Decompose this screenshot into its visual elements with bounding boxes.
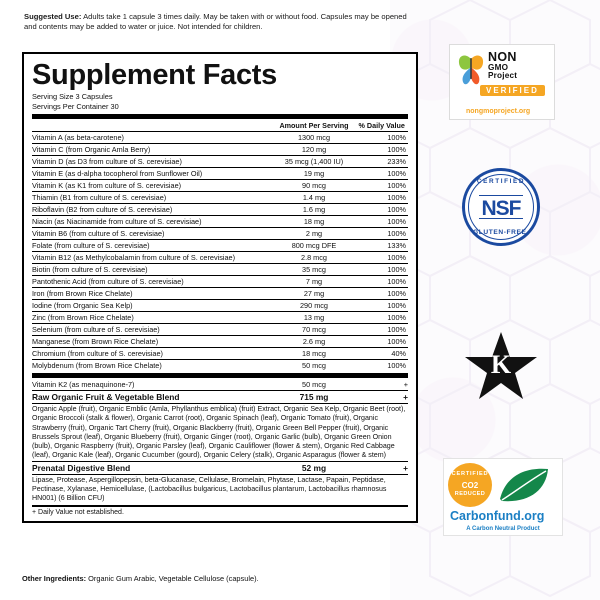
- blend-body: Lipase, Protease, Aspergillopepsin, beta-Glucanase, Cellulase, Bromelain, Phytase, Lactase, Papain, Peptidase, Pectinase, Xylanase, Hemicellulase, (Lactobacillus bulgaricus, Lactobacillus plantarum, Lactobacillus rhamnosus HN001) (6 Billion CFU): [32, 474, 408, 504]
- table-row: [32, 276, 408, 288]
- carbonfund-badge: [443, 458, 563, 536]
- row-amount: 800 mcg DFE: [273, 240, 356, 252]
- row-name: Selenium (from culture of S. cerevisiae): [32, 324, 273, 336]
- row-dv: 40%: [355, 348, 408, 360]
- carbonfund-seal-bottom: REDUCED: [454, 491, 486, 497]
- row-amount: 2.6 mg: [273, 336, 356, 348]
- table-row: [32, 204, 408, 216]
- nsf-divider-top: [479, 195, 523, 196]
- servings-per-container: Servings Per Container 30: [32, 102, 119, 112]
- daily-value-footnote: + Daily Value not established.: [32, 509, 124, 517]
- table-row: [32, 252, 408, 264]
- carbonfund-seal: [448, 463, 492, 507]
- row-amount: 1300 mcg: [273, 132, 356, 144]
- carbonfund-name-suffix: .org: [520, 509, 545, 523]
- nsf-bottom-text: GLUTEN-FREE.: [473, 229, 529, 236]
- row-name: Iron (from Brown Rice Chelate): [32, 288, 273, 300]
- row-name: Zinc (from Brown Rice Chelate): [32, 312, 273, 324]
- blend-body: Organic Apple (fruit), Organic Emblic (Amla, Phyllanthus emblica) (fruit) Extract, Organic Sea Kelp, Organic Beet (root), Organic Broccoli (stalk & flower), Organic Carrot (root), Organic Spinach (leaf), Organic Tomato (fruit), Organic Strawberry (fruit), Organic Tart Cherry (fruit), Organic Blackberry (fruit), Organic Green Bell Pepper (fruit), Organic Brussels Sprout (leaf), Organic Blueberry (fruit), Organic Ginger (root), Organic Garlic (bulb), Organic Green Onion (bulb), Organic Raspberry (fruit), Organic Parsley (leaf), Organic Cauliflower (flower & stem), Organic Red Cabbage (leaf), Organic Kale (leaf), Organic Cucumber (gourd), Organic Celery (stalk), Organic Asparagus (flower & stem): [32, 404, 408, 461]
- blend-title: Prenatal Digestive Blend: [32, 461, 273, 474]
- row-name: Pantothenic Acid (from culture of S. cerevisiae): [32, 276, 273, 288]
- non-gmo-project-badge: [449, 44, 555, 120]
- row-name: Thiamin (B1 from culture of S. cerevisiae): [32, 192, 273, 204]
- row-amount: 18 mg: [273, 216, 356, 228]
- blend-header-row: [32, 391, 408, 404]
- row-amount: 27 mg: [273, 288, 356, 300]
- row-dv: 100%: [355, 360, 408, 372]
- row-dv: 100%: [355, 228, 408, 240]
- blend-amount: 52 mg: [273, 461, 356, 474]
- other-ingredients-label: Other Ingredients:: [22, 574, 87, 583]
- table-row: [32, 180, 408, 192]
- suggested-use: [24, 12, 414, 33]
- nsf-gluten-free-badge: [462, 168, 540, 246]
- row-name: Vitamin D (as D3 from culture of S. cerevisiae): [32, 156, 273, 168]
- table-row: [32, 132, 408, 144]
- row-amount: 2 mg: [273, 228, 356, 240]
- row-name: Vitamin E (as d-alpha tocopherol from Sunflower Oil): [32, 168, 273, 180]
- row-dv: 100%: [355, 288, 408, 300]
- row-amount: 7 mg: [273, 276, 356, 288]
- table-row: [32, 216, 408, 228]
- row-dv: 100%: [355, 168, 408, 180]
- non-gmo-text: [488, 51, 517, 80]
- table-row: [32, 228, 408, 240]
- table-row: [32, 156, 408, 168]
- butterfly-icon: [456, 53, 486, 87]
- row-dv: 100%: [355, 276, 408, 288]
- blend-body-row: [32, 474, 408, 504]
- row-amount: 13 mg: [273, 312, 356, 324]
- table-row: [32, 360, 408, 372]
- row-name: Iodine (from Organic Sea Kelp): [32, 300, 273, 312]
- row-name: Biotin (from culture of S. cerevisiae): [32, 264, 273, 276]
- row-amount: 35 mcg: [273, 264, 356, 276]
- nutrition-table: [32, 120, 408, 371]
- header-blank: [32, 120, 273, 132]
- row-name: Vitamin K2 (as menaquinone-7): [32, 380, 135, 390]
- nutrition-table-secondary: [32, 379, 408, 504]
- row-name: Folate (from culture of S. cerevisiae): [32, 240, 273, 252]
- non-gmo-line2: GMO: [488, 62, 509, 72]
- row-dv: +: [403, 380, 408, 390]
- supplement-facts-panel: [22, 52, 418, 523]
- table-row: [32, 312, 408, 324]
- row-name: Manganese (from Brown Rice Chelate): [32, 336, 273, 348]
- blend-amount: 715 mg: [273, 391, 356, 404]
- row-dv: 233%: [355, 156, 408, 168]
- star-k-letter: K: [490, 350, 512, 379]
- row-name: Niacin (as Niacinamide from culture of S. cerevisiae): [32, 216, 273, 228]
- panel-divider-thick-2: [32, 373, 408, 378]
- leaf-icon: [496, 465, 552, 505]
- blend-dv: +: [355, 461, 408, 474]
- blend-body-row: [32, 404, 408, 461]
- carbonfund-name-main: Carbonfund: [450, 509, 521, 523]
- row-dv: 100%: [355, 132, 408, 144]
- carbonfund-seal-top: CERTIFIED: [451, 471, 489, 477]
- non-gmo-verified-label: VERIFIED: [480, 85, 545, 96]
- table-row: [32, 300, 408, 312]
- row-amount: 50 mcg: [273, 360, 356, 372]
- row-amount: 290 mcg: [273, 300, 356, 312]
- row-amount: 19 mg: [273, 168, 356, 180]
- non-gmo-line3: Project: [488, 70, 518, 80]
- panel-title: Supplement Facts: [32, 59, 277, 91]
- blend-header-row: [32, 461, 408, 474]
- row-amount: 50 mcg: [302, 380, 326, 390]
- star-k-kosher-badge: [462, 330, 540, 404]
- row-dv: 100%: [355, 252, 408, 264]
- panel-divider-thick: [32, 114, 408, 119]
- table-row: [32, 288, 408, 300]
- row-dv: 133%: [355, 240, 408, 252]
- header-daily-value: % Daily Value: [358, 121, 405, 131]
- row-dv: 100%: [355, 300, 408, 312]
- row-amount: 18 mcg: [273, 348, 356, 360]
- row-dv: 100%: [355, 264, 408, 276]
- row-dv: 100%: [355, 180, 408, 192]
- blend-title: Raw Organic Fruit & Vegetable Blend: [32, 391, 273, 404]
- carbonfund-seal-mid: CO2: [461, 481, 479, 490]
- row-name: Vitamin K (as K1 from culture of S. cerevisiae): [32, 180, 273, 192]
- nsf-divider-bottom: [479, 218, 523, 219]
- row-amount: 2.8 mcg: [273, 252, 356, 264]
- row-amount: 120 mg: [273, 144, 356, 156]
- row-name: Chromium (from culture of S. cerevisiae): [32, 348, 273, 360]
- table-row: [32, 324, 408, 336]
- row-name: Vitamin A (as beta-carotene): [32, 132, 273, 144]
- table-row: [32, 192, 408, 204]
- row-dv: 100%: [355, 324, 408, 336]
- table-row: [32, 348, 408, 360]
- suggested-use-label: Suggested Use:: [24, 12, 82, 21]
- row-amount: 1.4 mg: [273, 192, 356, 204]
- table-row: [32, 379, 408, 391]
- table-row: [32, 144, 408, 156]
- blend-dv: +: [355, 391, 408, 404]
- row-dv: 100%: [355, 312, 408, 324]
- row-amount: 35 mcg (1,400 IU): [273, 156, 356, 168]
- non-gmo-url: nongmoproject.org: [466, 108, 531, 115]
- header-amount: Amount Per Serving: [279, 121, 349, 131]
- row-dv: 100%: [355, 192, 408, 204]
- row-dv: 100%: [355, 336, 408, 348]
- nsf-top-text: CERTIFIED: [476, 178, 526, 185]
- row-amount: 70 mcg: [273, 324, 356, 336]
- row-name: Vitamin C (from Organic Amla Berry): [32, 144, 273, 156]
- table-row: [32, 240, 408, 252]
- row-name: Vitamin B12 (as Methylcobalamin from culture of S. cerevisiae): [32, 252, 273, 264]
- non-gmo-line1: NON: [488, 50, 517, 64]
- carbonfund-name: [450, 509, 544, 523]
- table-row: [32, 264, 408, 276]
- row-dv: 100%: [355, 216, 408, 228]
- other-ingredients: [22, 574, 422, 583]
- table-header-row: [32, 120, 408, 132]
- table-row: [32, 168, 408, 180]
- nsf-mark: NSF: [481, 197, 521, 220]
- row-dv: 100%: [355, 204, 408, 216]
- row-amount: 90 mcg: [273, 180, 356, 192]
- row-amount: 1.6 mg: [273, 204, 356, 216]
- carbonfund-tagline: A Carbon Neutral Product: [466, 526, 540, 532]
- row-name: Riboflavin (B2 from culture of S. cerevisiae): [32, 204, 273, 216]
- row-name: Molybdenum (from Brown Rice Chelate): [32, 360, 273, 372]
- serving-size: Serving Size 3 Capsules: [32, 92, 113, 102]
- table-row: [32, 336, 408, 348]
- row-dv: 100%: [355, 144, 408, 156]
- other-ingredients-text: Organic Gum Arabic, Vegetable Cellulose (capsule).: [88, 574, 259, 583]
- suggested-use-text: Adults take 1 capsule 3 times daily. May be taken with or without food. Capsules may be opened and contents may be added to water or juice. Not intended for children.: [24, 12, 407, 32]
- row-name: Vitamin B6 (from culture of S. cerevisiae): [32, 228, 273, 240]
